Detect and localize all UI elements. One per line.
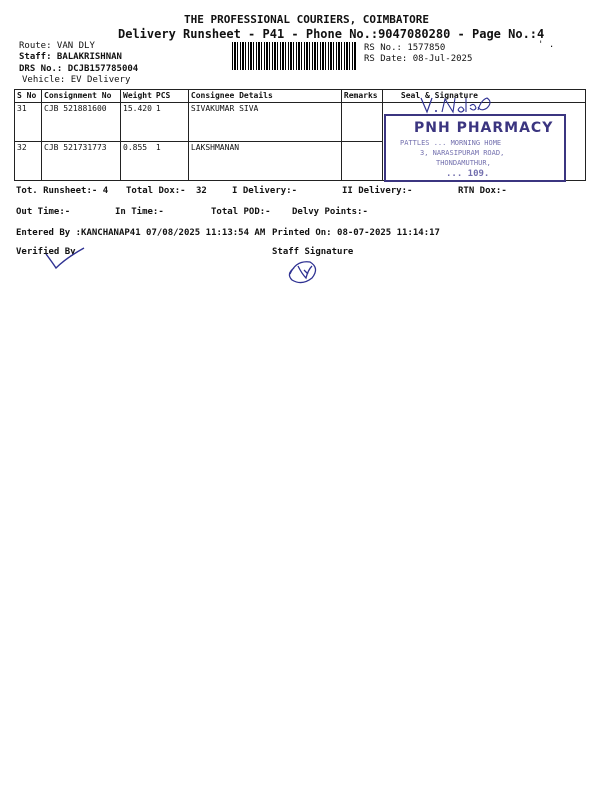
col-remarks: Remarks [341,90,382,103]
printed-on: Printed On: 08-07-2025 11:14:17 [272,228,440,238]
pharmacy-stamp [384,114,566,182]
staff-signature [284,256,324,288]
rs-number: RS No.: 1577850 [364,43,446,53]
cell-weight: 15.420 [121,103,154,142]
col-sno: S No [15,90,42,103]
cell-pcs: 1 [154,142,189,181]
cell-remarks [341,142,382,181]
cell-consignee: SIVAKUMAR SIVA [188,103,341,142]
in-time: In Time:- [115,207,164,217]
drs-number: DRS No.: DCJB157785004 [19,64,139,74]
company-title: THE PROFESSIONAL COURIERS, COIMBATORE [184,13,430,26]
rtn-dox: RTN Dox:- [458,186,507,196]
cell-pcs: 1 [154,103,189,142]
col-consignee: Consignee Details [188,90,341,103]
delvy-points: Delvy Points:- [292,207,368,217]
vehicle-label: Vehicle: EV Delivery [22,75,131,85]
rs-date: RS Date: 08-Jul-2025 [364,54,473,64]
cell-sno: 32 [15,142,42,181]
stamp-line: 3, NARASIPURAM ROAD, [420,149,505,157]
stamp-line: ... 109. [446,169,490,179]
cell-sno: 31 [15,103,42,142]
cell-consignee: LAKSHMANAN [188,142,341,181]
route-label: Route: VAN DLY [19,41,95,51]
verified-by-label: Verified By [16,247,76,257]
cell-consignment: CJB 521731773 [42,142,121,181]
cell-remarks [341,103,382,142]
col-weight: Weight [121,90,154,103]
barcode-image [232,42,356,70]
entered-by: Entered By :KANCHANAP41 07/08/2025 11:13:54 AM [16,228,266,238]
runsheet-subtitle: Delivery Runsheet - P41 - Phone No.:9047080280 - Page No.:4 [118,27,545,41]
staff-signature-label: Staff Signature [272,247,354,257]
table-header-row [15,90,586,103]
cell-weight: 0.855 [121,142,154,181]
staff-label: Staff: BALAKRISHNAN [19,52,122,62]
total-dox-label: Total Dox:- [126,186,186,196]
cell-consignment: CJB 521881600 [42,103,121,142]
i-delivery: I Delivery:- [232,186,298,196]
verified-signature [44,246,88,270]
ii-delivery: II Delivery:- [342,186,413,196]
stamp-line: PATTLES ... MORNING HOME [400,139,502,147]
out-time: Out Time:- [16,207,71,217]
col-seal-signature: Seal & Signature [382,90,585,103]
total-pod: Total POD:- [211,207,271,217]
col-consignment: Consignment No [42,90,121,103]
stamp-title: PNH PHARMACY [414,120,554,136]
col-pcs: PCS [154,90,189,103]
stamp-line: THONDAMUTHUR, [436,159,491,167]
consignee-signature [418,94,498,120]
total-dox-value: 32 [196,186,207,196]
corner-marks: ' . [538,40,555,50]
tot-runsheet: Tot. Runsheet:- 4 [16,186,109,196]
